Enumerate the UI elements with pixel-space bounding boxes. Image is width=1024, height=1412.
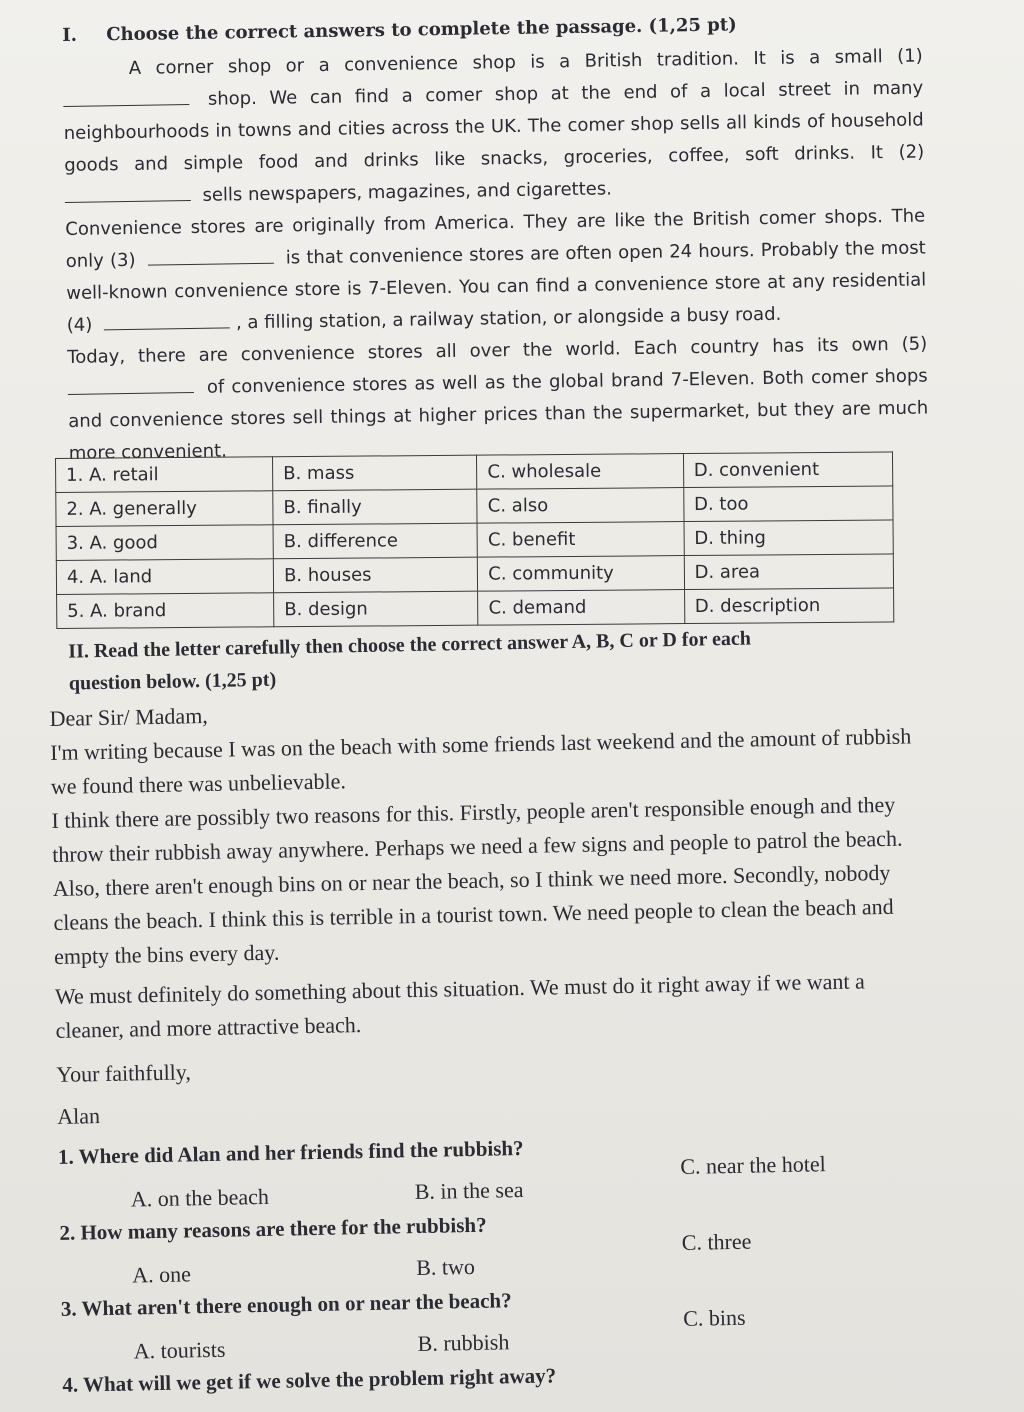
option-cell: C. benefit: [477, 522, 684, 558]
passage-text: Convenience stores are originally from America. They are like the British comer shops. The only (3): [65, 205, 926, 272]
question-text: 3. What aren't there enough on or near the beach?: [60, 1288, 512, 1321]
section-1-title: Choose the correct answers to complete the passage. (1,25 pt): [106, 14, 737, 46]
option-b[interactable]: B. two: [415, 1253, 476, 1281]
option-cell: B. design: [274, 591, 479, 627]
letter-paragraph: I'm writing because I was on the beach with some friends last weekend and the amount of rubbish we found there was unbelievable.: [49, 723, 912, 799]
option-cell: D. too: [683, 486, 893, 522]
option-cell: C. community: [478, 556, 685, 592]
letter-signature: Alan: [56, 1103, 101, 1129]
option-c[interactable]: C. bins: [682, 1304, 746, 1331]
letter-salutation: Dear Sir/ Madam,: [49, 702, 209, 731]
question-text: 4. What will we get if we solve the problem right away?: [62, 1363, 557, 1397]
option-cell: C. demand: [478, 590, 685, 626]
option-a[interactable]: A. on the beach: [130, 1183, 270, 1212]
passage-text: A corner shop or a convenience shop is a British tradition. It is a small (1): [128, 45, 923, 79]
letter-closing: Your faithfully,: [56, 1059, 192, 1087]
option-cell: D. convenient: [683, 452, 893, 488]
section-1: [62, 6, 929, 469]
answer-options-table: [55, 451, 894, 629]
letter-paragraph: I think there are possibly two reasons for this. Firstly, people aren't responsible enough and they throw their rubbish away anywhere. Perhaps we need a few signs and people to patrol the beach. Also, there aren't enough bins on or near the beach, so I think we need more. Secondly, nobody cleans the beach. I think this is terrible in a tourist town. We need people to clean the beach and empty the bins every day.: [51, 791, 903, 969]
option-cell: 5. A. brand: [57, 593, 274, 629]
passage-paragraph-3: [67, 328, 929, 469]
option-cell: 1. A. retail: [56, 457, 273, 493]
section-2-number: II.: [68, 640, 90, 663]
section-2: [48, 619, 943, 1402]
passage-text: sells newspapers, magazines, and cigarettes.: [202, 178, 613, 206]
answer-blank-2: [65, 182, 191, 203]
option-cell: D. area: [684, 554, 894, 590]
option-a[interactable]: A. tourists: [133, 1336, 226, 1364]
option-c[interactable]: C. three: [681, 1228, 752, 1255]
question-list: [58, 1123, 943, 1402]
option-cell: 4. A. land: [56, 559, 273, 595]
passage-text: shop. We can find a comer shop at the end of a local street in many neighbourhoods in towns and cities across the UK. The comer shop sells all kinds of household goods and simple food and drinks like snacks, groceries, coffee, soft drinks. It (2): [63, 77, 925, 176]
letter-body: [49, 685, 937, 1134]
answer-blank-3: [147, 245, 273, 266]
option-cell: B. mass: [273, 455, 478, 491]
option-cell: C. also: [477, 488, 684, 524]
option-cell: B. houses: [273, 557, 478, 593]
passage-text: of convenience stores as well as the global brand 7-Eleven. Both comer shops and convenience stores sell things at higher prices than the supermarket, but they are much more convenient.: [68, 365, 929, 464]
option-c[interactable]: C. near the hotel: [680, 1151, 826, 1179]
option-cell: D. thing: [684, 520, 894, 556]
section-2-title-cont: question below. (1,25 pt): [68, 668, 277, 695]
option-a[interactable]: A. one: [132, 1261, 192, 1288]
passage-text: is that convenience stores are often open 24 hours. Probably the most well-known convenience store is 7-Eleven. You can find a convenience store at any residential (4): [66, 237, 927, 336]
passage-text: , a filling station, a railway station, or alongside a busy road.: [235, 303, 782, 334]
option-cell: D. description: [684, 588, 894, 624]
section-1-number: I.: [62, 24, 78, 46]
passage-paragraph-2: [65, 200, 927, 341]
passage-text: Today, there are convenience stores all over the world. Each country has its own (5): [67, 333, 928, 368]
option-b[interactable]: B. in the sea: [414, 1176, 524, 1205]
option-cell: 3. A. good: [56, 525, 273, 561]
option-cell: 2. A. generally: [56, 491, 273, 527]
option-cell: C. wholesale: [477, 454, 684, 490]
answer-blank-1: [63, 86, 189, 107]
passage-paragraph-1: [63, 40, 925, 213]
answer-blank-4: [104, 309, 230, 330]
option-cell: B. difference: [273, 523, 478, 559]
answer-blank-5: [68, 374, 194, 395]
letter-paragraph: We must definitely do something about this situation. We must do it right away if we want a cleaner, and more attractive beach.: [54, 968, 865, 1043]
question-text: 1. Where did Alan and her friends find the rubbish?: [57, 1135, 524, 1169]
option-b[interactable]: B. rubbish: [417, 1329, 510, 1357]
option-cell: B. finally: [273, 489, 478, 525]
section-2-title: Read the letter carefully then choose the correct answer A, B, C or D for each: [93, 627, 752, 663]
question-text: 2. How many reasons are there for the rubbish?: [59, 1212, 487, 1245]
